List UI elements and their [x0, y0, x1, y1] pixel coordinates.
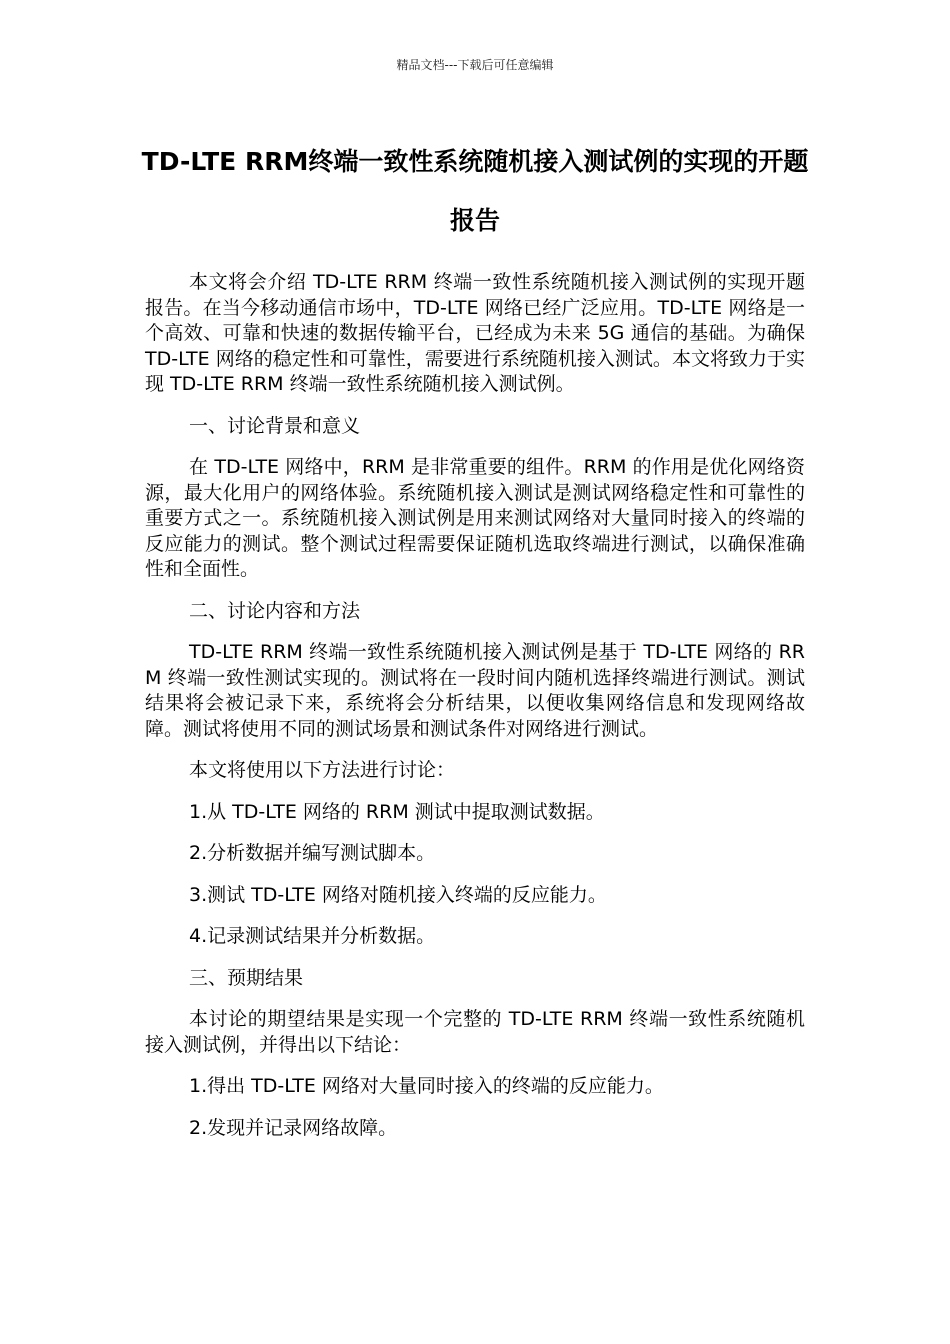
intro-paragraph: 本文将会介绍 TD-LTE RRM 终端一致性系统随机接入测试例的实现开题报告。在当今移动通信市场中，TD-LTE 网络已经广泛应用。TD-LTE 网络是一个高效、可靠和快速的数据传输平台，已经成为未来 5G 通信的基础。为确保 TD-LTE 网络的稳定性和可靠性，需要进行系统随机接入测试。本文将致力于实现 TD-LTE RRM 终端一致性系统随机接入测试例。	[145, 271, 805, 395]
method-item: 3.测试 TD-LTE 网络对随机接入终端的反应能力。	[189, 883, 607, 906]
document-title: TD-LTE RRM终端一致性系统随机接入测试例的实现的开题报告	[141, 147, 809, 235]
method-item: 2.分析数据并编写测试脚本。	[189, 842, 436, 864]
result-item: 2.发现并记录网络故障。	[189, 1116, 398, 1139]
method-item: 4.记录测试结果并分析数据。	[189, 925, 436, 947]
methods-intro: 本文将使用以下方法进行讨论：	[189, 759, 456, 781]
page-header-watermark: 精品文档---下载后可任意编辑	[396, 58, 554, 72]
content-methods-paragraph: TD-LTE RRM 终端一致性系统随机接入测试例是基于 TD-LTE 网络的 RRM 终端一致性测试实现的。测试将在一段时间内随机选择终端进行测试。测试结果将会被记录下来，系统将会分析结果，以便收集网络信息和发现网络故障。测试将使用不同的测试场景和测试条件对网络进行测试。	[145, 641, 805, 740]
document-body	[145, 270, 805, 1157]
section-heading-expected-results: 三、预期结果	[189, 966, 304, 989]
result-item: 1.得出 TD-LTE 网络对大量同时接入的终端的反应能力。	[189, 1075, 664, 1097]
expected-results-paragraph: 本讨论的期望结果是实现一个完整的 TD-LTE RRM 终端一致性系统随机接入测试例，并得出以下结论：	[145, 1008, 805, 1056]
section-heading-background: 一、讨论背景和意义	[189, 414, 361, 437]
method-item: 1.从 TD-LTE 网络的 RRM 测试中提取测试数据。	[189, 800, 605, 823]
section-heading-content-methods: 二、讨论内容和方法	[189, 599, 361, 622]
background-paragraph: 在 TD-LTE 网络中，RRM 是非常重要的组件。RRM 的作用是优化网络资源，最大化用户的网络体验。系统随机接入测试是测试网络稳定性和可靠性的重要方式之一。系统随机接入测试例是用来测试网络对大量同时接入的终端的反应能力的测试。整个测试过程需要保证随机选取终端进行测试，以确保准确性和全面性。	[145, 456, 805, 580]
